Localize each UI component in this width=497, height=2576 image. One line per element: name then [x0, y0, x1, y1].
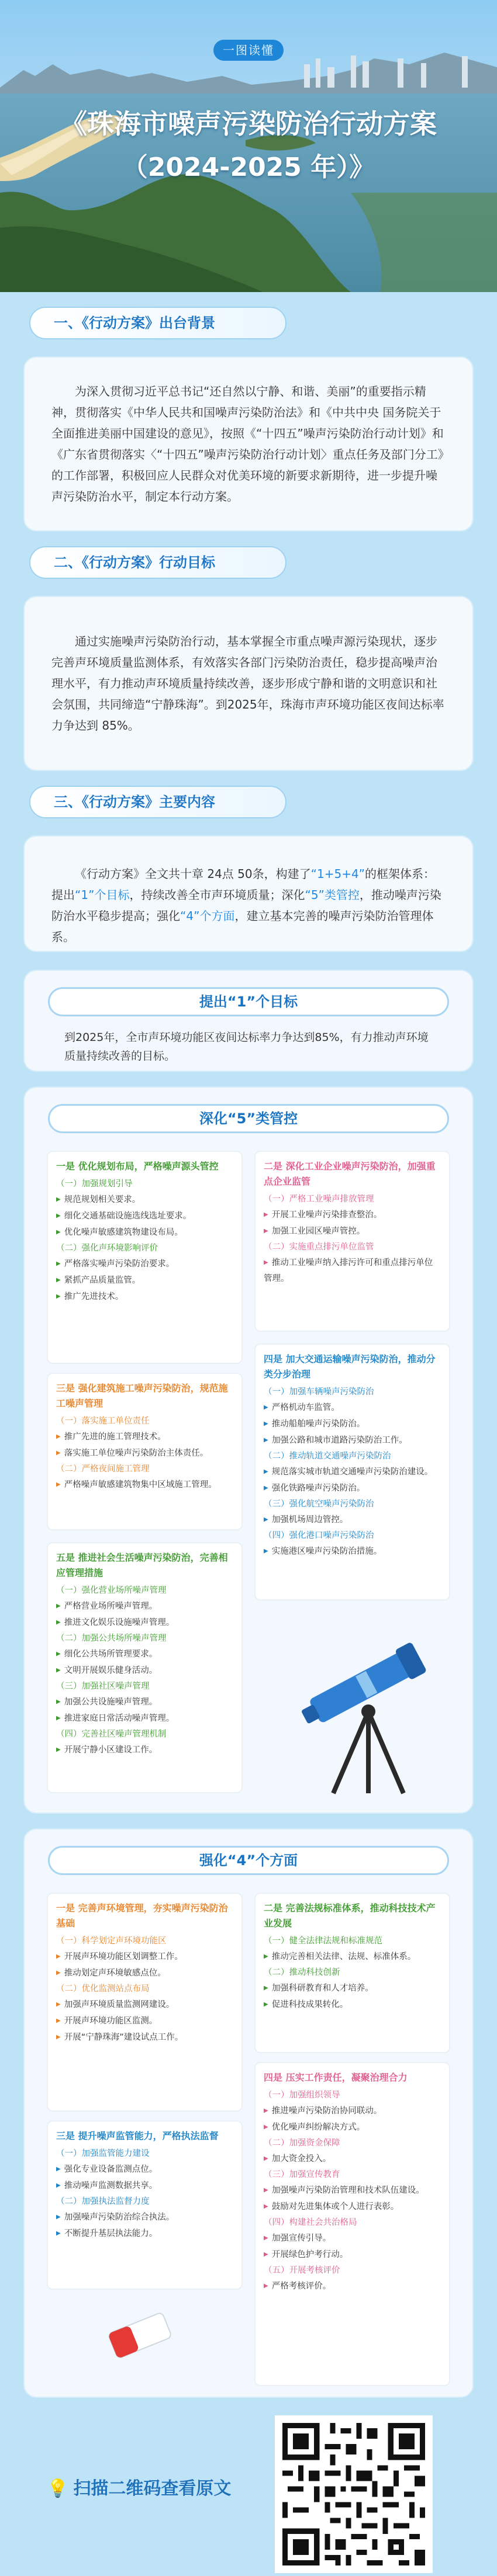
- box-heading: 五是 推进社会生活噪声污染防治，完善相应管理措施: [56, 1552, 228, 1578]
- content-text-part: ，推动噪声污染防治水平稳步提高；强化: [51, 888, 441, 923]
- box-subheading: （一）加强监管能力建设: [56, 2149, 150, 2158]
- control-box-planning: [47, 1151, 243, 1364]
- box-item: ▶ 推动完善相关法律、法规、标准体系。: [264, 1949, 441, 1965]
- box-item: ▶ 严格落实噪声污染防治要求。: [56, 1256, 233, 1272]
- box-item: ▶ 推广先进技术。: [56, 1289, 233, 1305]
- hero-tag: 一图读懂: [213, 40, 284, 61]
- box-subheading: （一）严格工业噪声排放管理: [264, 1195, 374, 1204]
- box-item: ▶ 严格机动车监管。: [264, 1400, 441, 1416]
- qr-code[interactable]: [275, 2415, 433, 2573]
- box-item: ▶ 文明开展娱乐健身活动。: [56, 1662, 233, 1679]
- aspect-box-enforcement: [47, 2120, 243, 2290]
- box-heading: 一是 优化规划布局，严格噪声源头管控: [56, 1161, 219, 1172]
- box-item: ▶ 细化公共场所管理要求。: [56, 1646, 233, 1662]
- box-subheading: （二）推动科技创新: [264, 1968, 340, 1977]
- box-item: ▶ 加强宣传引导。: [264, 2230, 441, 2247]
- page-subtitle: （2024-2025 年）》: [122, 152, 375, 182]
- box-item: ▶ 严格营业场所噪声管理。: [56, 1598, 233, 1615]
- hero-banner: [0, 0, 497, 292]
- box-subheading: （四）完善社区噪声管理机制: [56, 1730, 167, 1739]
- box-heading: 二是 深化工业企业噪声污染防治，加强重点企业监管: [264, 1161, 436, 1187]
- box-item: ▶ 开展宁静小区建设工作。: [56, 1742, 233, 1758]
- goal-title: 提出“1”个目标: [48, 987, 449, 1016]
- box-item: ▶ 强化铁路噪声污染防治。: [264, 1480, 441, 1497]
- box-item: ▶ 严格噪声敏感建筑物集中区域施工管理。: [56, 1477, 233, 1493]
- box-item: ▶ 规范规划相关要求。: [56, 1192, 233, 1208]
- goals-text: 通过实施噪声污染防治行动，基本掌握全市重点噪声源污染现状，逐步完善声环境质量监测体系，有效落实各部门污染防治责任，稳步提高噪声治理水平，有力推动声环境质量持续改善，逐步形成宁静和谐的文明意识和社会氛围，共同缔造“宁静珠海”。到2025年，珠海市声环境功能区夜间达标率力争达到 85%。: [23, 596, 474, 771]
- controls-highlight: “5”类管控: [305, 888, 360, 902]
- box-subheading: （二）实施重点排污单位监管: [264, 1242, 374, 1252]
- box-subheading: （二）加强执法监督力度: [56, 2197, 150, 2206]
- box-subheading: （二）加强资金保障: [264, 2138, 340, 2148]
- framework-highlight: “1+5+4”: [310, 867, 365, 881]
- goal-text: 到2025年，全市声环境功能区夜间达标率力争达到85%，有力推动声环境质量持续改善的目标。: [64, 1031, 429, 1063]
- content-text-part: ，持续改善全市声环境质量；深化: [129, 888, 305, 902]
- box-item: ▶ 推动工业噪声纳入排污许可和重点排污单位管理。: [264, 1255, 441, 1287]
- qr-code-icon: [277, 2418, 430, 2571]
- box-item: ▶ 开展声环境功能区监测。: [56, 2013, 233, 2029]
- box-item: ▶ 不断提升基层执法能力。: [56, 2226, 233, 2242]
- box-heading: 三是 提升噪声监管能力，严格执法监督: [56, 2130, 219, 2141]
- box-subheading: （一）健全法律法规和标准规范: [264, 1936, 382, 1946]
- section-heading-content: 三、《行动方案》主要内容: [29, 786, 287, 818]
- box-item: ▶ 推进噪声污染防治协同联动。: [264, 2103, 441, 2119]
- box-heading: 二是 完善法规标准体系，推动科技技术产业发展: [264, 1903, 436, 1929]
- box-item: ▶ 推动船舶噪声污染防治。: [264, 1416, 441, 1432]
- box-item: ▶ 实施港区噪声污染防治措施。: [264, 1543, 441, 1560]
- box-item: ▶ 优化噪声敏感建筑物建设布局。: [56, 1224, 233, 1241]
- box-item: ▶ 开展“宁静珠海”建设试点工作。: [56, 2029, 233, 2046]
- box-subheading: （二）严格夜间施工管理: [56, 1464, 150, 1474]
- goal-highlight: “1”个目标: [75, 888, 130, 902]
- box-subheading: （二）强化声环境影响评价: [56, 1244, 158, 1253]
- section-heading-background: 一、《行动方案》出台背景: [29, 307, 287, 339]
- scan-qr-text: 扫描二维码查看原文: [73, 2478, 232, 2499]
- box-item: ▶ 强化专业设备监测点位。: [56, 2161, 233, 2178]
- box-heading: 四是 压实工作责任，凝聚治理合力: [264, 2072, 408, 2083]
- box-subheading: （三）加强社区噪声管理: [56, 1682, 150, 1691]
- box-item: ▶ 推动噪声监测数据共享。: [56, 2178, 233, 2194]
- scan-qr-label: [47, 2474, 231, 2499]
- box-item: ▶ 紧抓产品质量监管。: [56, 1272, 233, 1289]
- four-aspects-title: 强化“4”个方面: [48, 1846, 449, 1875]
- bulb-icon: 💡: [47, 2478, 69, 2499]
- box-subheading: （一）落实施工单位责任: [56, 1417, 150, 1426]
- box-item: ▶ 推动划定声环境敏感点位。: [56, 1965, 233, 1981]
- box-item: ▶ 加强声环境质量监测网建设。: [56, 1997, 233, 2013]
- control-box-industry: [254, 1151, 450, 1332]
- box-heading: 四是 加大交通运输噪声污染防治，推动分类分步治理: [264, 1353, 436, 1380]
- box-item: ▶ 加强科研教育和人才培养。: [264, 1980, 441, 1997]
- box-item: ▶ 规范落实城市轨道交通噪声污染防治建设。: [264, 1464, 441, 1480]
- box-heading: 一是 完善声环境管理，夯实噪声污染防治基础: [56, 1903, 228, 1929]
- box-subheading: （一）加强组织领导: [264, 2091, 340, 2100]
- box-subheading: （四）构建社会共治格局: [264, 2218, 357, 2227]
- box-item: ▶ 落实施工单位噪声污染防治主体责任。: [56, 1445, 233, 1461]
- aspect-box-responsibility: [254, 2062, 450, 2386]
- aspect-box-standards: [254, 1893, 450, 2053]
- box-item: ▶ 促进科技成果转化。: [264, 1997, 441, 2013]
- section-heading-goals: 二、《行动方案》行动目标: [29, 546, 287, 579]
- box-item: ▶ 开展工业噪声污染排查整治。: [264, 1207, 441, 1223]
- box-item: ▶ 加强机场周边管控。: [264, 1512, 441, 1528]
- box-item: ▶ 推进文化娱乐设施噪声管理。: [56, 1615, 233, 1631]
- box-item: ▶ 细化交通基础设施选线选址要求。: [56, 1208, 233, 1224]
- box-subheading: （一）科学划定声环境功能区: [56, 1936, 167, 1946]
- box-item: ▶ 加强公路和城市道路污染防治工作。: [264, 1432, 441, 1449]
- aspects-highlight: “4”个方面: [180, 909, 235, 923]
- box-item: ▶ 优化噪声纠纷解决方式。: [264, 2119, 441, 2136]
- box-item: ▶ 加强噪声污染防治管理和技术队伍建设。: [264, 2182, 441, 2199]
- content-text-part: 《行动方案》全文共十章 24点 50条，构建了: [75, 867, 311, 881]
- aspect-box-management: [47, 1893, 243, 2112]
- box-subheading: （一）加强规划引导: [56, 1179, 133, 1189]
- box-subheading: （二）推动轨道交通噪声污染防治: [264, 1452, 391, 1461]
- box-heading: 三是 强化建筑施工噪声污染防治，规范施工噪声管理: [56, 1383, 228, 1409]
- box-item: ▶ 加强工业园区噪声管控。: [264, 1223, 441, 1240]
- box-subheading: （五）开展考核评价: [264, 2266, 340, 2275]
- background-text: 为深入贯彻习近平总书记“还自然以宁静、和谐、美丽”的重要指示精神，贯彻落实《中华人民共和国噪声污染防治法》和《中共中央 国务院关于全面推进美丽中国建设的意见》，按照《“十四五”噪声污染防治行动计划》和《广东省贯彻落实〈“十四五”噪声污染防治行动计划〉重点任务及部门分工》的工作部署，积极回应人民群众对优美环境的新要求新期待，进一步提升噪声污染防治水平，制定本行动方案。: [23, 356, 474, 532]
- box-subheading: （四）强化港口噪声污染防治: [264, 1531, 374, 1540]
- box-item: ▶ 开展声环境功能区划调整工作。: [56, 1949, 233, 1965]
- box-subheading: （二）优化监测站点布局: [56, 1984, 150, 1994]
- control-box-construction: [47, 1373, 243, 1530]
- box-item: ▶ 推广先进的施工管理技术。: [56, 1429, 233, 1445]
- box-subheading: （一）加强车辆噪声污染防治: [264, 1387, 374, 1397]
- eraser-illustration: [99, 2307, 181, 2366]
- box-item: ▶ 加大资金投入。: [264, 2151, 441, 2167]
- five-controls-title: 深化“5”类管控: [48, 1104, 449, 1133]
- box-item: ▶ 加强公共设施噪声管理。: [56, 1694, 233, 1710]
- content-text-part: 的框架体系：提出: [51, 867, 436, 902]
- box-item: ▶ 严格考核评价。: [264, 2278, 441, 2294]
- content-text-part: ，建立基本完善的噪声污染防治管理体系。: [51, 909, 434, 944]
- page-title: 《珠海市噪声污染防治行动方案: [60, 108, 437, 140]
- box-subheading: （三）加强宣传教育: [264, 2170, 340, 2179]
- box-item: ▶ 鼓励对先进集体或个人进行表彰。: [264, 2199, 441, 2215]
- control-box-social: [47, 1542, 243, 1793]
- box-item: ▶ 推进家庭日常活动噪声管理。: [56, 1710, 233, 1727]
- content-text: [23, 835, 474, 952]
- box-subheading: （一）强化营业场所噪声管理: [56, 1586, 167, 1595]
- box-subheading: （二）加强公共场所噪声管理: [56, 1634, 167, 1643]
- telescope-illustration: [292, 1624, 444, 1799]
- box-item: ▶ 加强噪声污染防治综合执法。: [56, 2209, 233, 2226]
- box-item: ▶ 开展绿色护考行动。: [264, 2247, 441, 2263]
- box-subheading: （三）强化航空噪声污染防治: [264, 1499, 374, 1509]
- control-box-transport: [254, 1343, 450, 1601]
